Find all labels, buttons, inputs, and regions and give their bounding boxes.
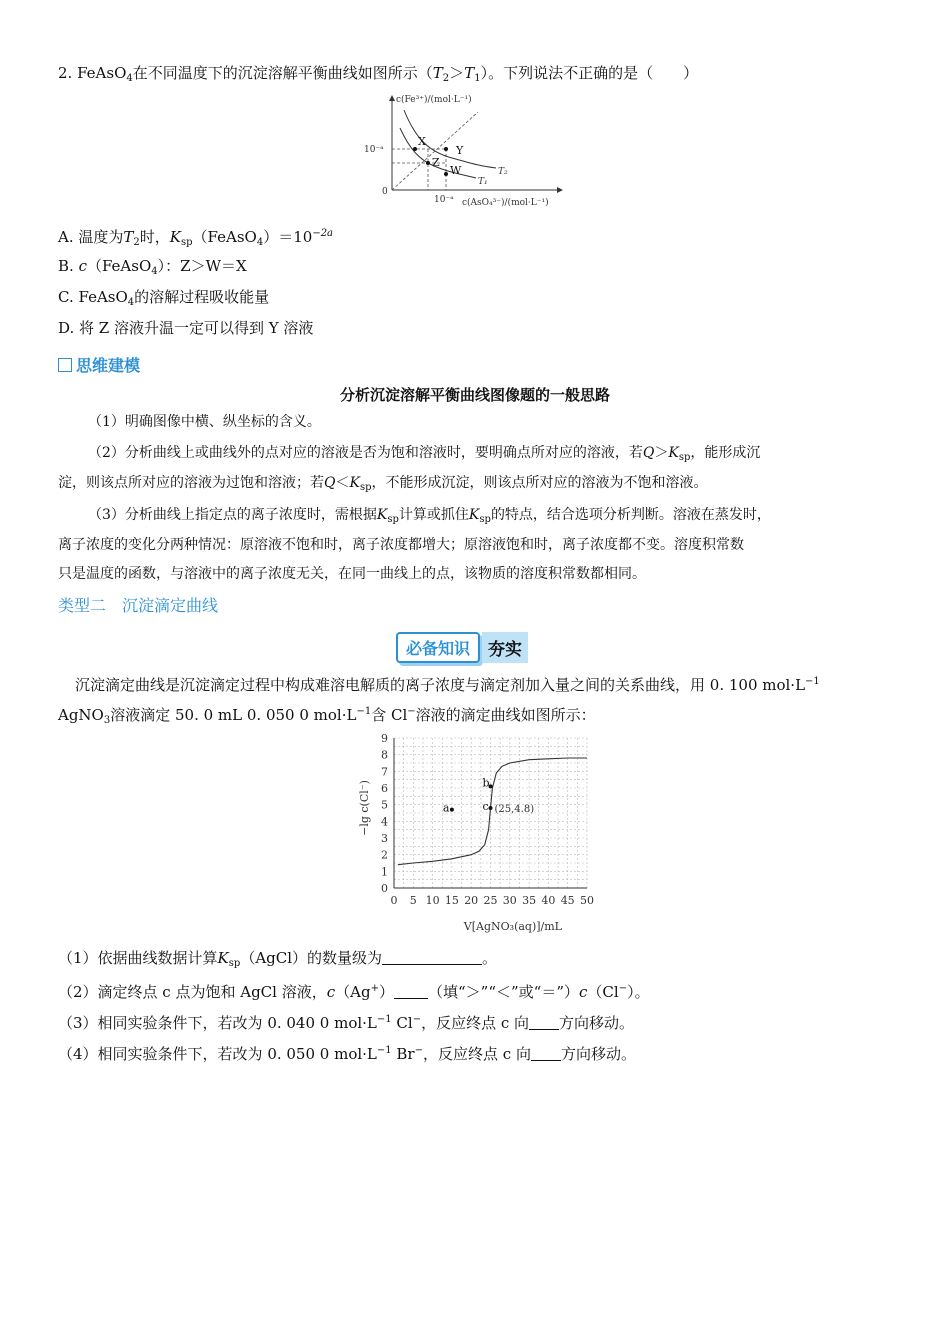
x-tick-label: 50	[580, 894, 594, 907]
y-axis-label: c(Fe³⁺)/(mol·L⁻¹)	[396, 95, 472, 105]
modeling-paragraph-3-line-3: 只是温度的函数，与溶液中的离子浓度无关，在同一曲线上的点，该物质的溶度积常数都相同。	[58, 566, 646, 582]
y-tick-label: 3	[381, 832, 388, 845]
option-b: B. c（FeAsO$_4$）：Z＞W＝X	[58, 257, 247, 277]
point-w	[444, 172, 448, 176]
y-tick-label: 7	[381, 765, 388, 779]
point-a-label: a	[442, 801, 450, 815]
answer-blank[interactable]	[529, 1015, 559, 1030]
x-tick-label: 40	[541, 894, 556, 907]
y-tick-label: 9	[381, 732, 388, 745]
point-b-label: b	[482, 776, 490, 790]
y-tick-label: 0	[381, 882, 388, 895]
x-tick-label: 20	[464, 894, 479, 907]
y-tick-label: 6	[381, 782, 388, 795]
x-tick-label: 15	[444, 894, 459, 907]
answer-blank[interactable]	[531, 1046, 561, 1061]
answer-blank[interactable]	[382, 950, 482, 965]
chart-x-axis-label: V[AgNO₃(aq)]/mL	[463, 920, 562, 933]
curve-t1-label: T₁	[478, 177, 488, 187]
point-x-label: X	[418, 135, 426, 148]
option-a: A. 温度为$T_2$时，$K_{sp}(FeAsO_4)=10^{-2a}$	[58, 228, 334, 248]
solubility-curve-figure	[360, 90, 600, 215]
checkbox-icon	[58, 358, 72, 372]
point-z	[426, 161, 430, 165]
x-axis-label: c(AsO₄³⁻)/(mol·L⁻¹)	[462, 198, 549, 208]
chart-annotation: (25,4.8)	[494, 804, 535, 815]
modeling-title: 分析沉淀溶解平衡曲线图像题的一般思路	[339, 386, 610, 404]
point-w-label: W	[450, 164, 462, 177]
y-tick-label: 2	[381, 848, 388, 862]
x-tick-label: 30	[502, 894, 517, 907]
y-tick-label: 1	[381, 865, 388, 879]
chart-y-axis-label: −lg c(Cl⁻)	[358, 780, 371, 836]
type2-heading: 类型二 沉淀滴定曲线	[58, 596, 219, 615]
x-tick-label: 0	[390, 894, 398, 907]
point-y-label: Y	[456, 144, 464, 157]
origin-label: 0	[382, 187, 388, 197]
modeling-paragraph-2-line-2: 淀，则该点所对应的溶液为过饱和溶液；若$Q<K_{sp}$，不能形成沉淀，则该点所对应的溶液为不饱和溶液。	[58, 475, 708, 493]
y-tick-label: 10⁻ᵃ	[364, 145, 384, 155]
titration-intro-line-1: 沉淀滴定曲线是沉淀滴定过程中构成难溶电解质的离子浓度与滴定剂加入量之间的关系曲线，用 0. 100 $mol\cdot L^{-1}$	[75, 676, 820, 694]
y-tick-label: 4	[381, 815, 388, 829]
modeling-paragraph-3-line-2: 离子浓度的变化分两种情况：原溶液不饱和时，离子浓度都增大；原溶液饱和时，离子浓度都不变。溶度积常数	[58, 537, 744, 553]
badge-main: 必备知识	[396, 632, 480, 663]
badge-tail: 夯实	[482, 632, 528, 663]
x-tick-label: 10	[425, 894, 440, 907]
option-d: D. 将 Z 溶液升温一定可以得到 Y 溶液	[58, 319, 314, 337]
x-tick-label: 35	[522, 894, 537, 907]
knowledge-badge	[396, 633, 528, 661]
modeling-heading: 思维建模	[58, 353, 140, 376]
point-c	[489, 806, 493, 810]
option-c: C. FeAsO$_4$的溶解过程吸收能量	[58, 288, 270, 308]
x-tick-label: 25	[483, 894, 498, 907]
x-tick-label: 45	[560, 894, 575, 907]
answer-blank[interactable]	[394, 984, 428, 999]
titration-intro-line-2: AgNO$_3$溶液滴定 50. 0 mL 0. 050 0 $mol\cdot L^{-1}$含 Cl−溶液的滴定曲线如图所示：	[58, 706, 596, 726]
curve-t2-label: T₂	[498, 167, 508, 177]
sub-question-2: （2）滴定终点 c 点为饱和 AgCl 溶液，c（Ag+） （填“＞”“＜”或“＝”）c（Cl−）。	[58, 983, 650, 1001]
modeling-paragraph-1: （1）明确图像中横、纵坐标的含义。	[88, 414, 321, 430]
sub-question-1: （1）依据曲线数据计算$K_{sp}(AgCl)$的数量级为 。	[58, 949, 498, 969]
y-tick-label: 5	[381, 798, 388, 812]
x-tick-label: 5	[409, 894, 417, 907]
point-y	[444, 147, 448, 151]
modeling-paragraph-3-line-1: （3）分析曲线上指定点的离子浓度时，需根据$K_{sp}$计算或抓住$K_{sp}$的特点，结合选项分析判断。溶液在蒸发时，	[88, 507, 771, 525]
point-x	[413, 147, 417, 151]
titration-chart	[352, 728, 602, 940]
x-tick-label: 10⁻ᵃ	[434, 195, 454, 205]
point-c-label: c	[482, 800, 489, 813]
point-a	[450, 808, 454, 812]
titration-curve	[398, 758, 587, 865]
modeling-paragraph-2-line-1: （2）分析曲线上或曲线外的点对应的溶液是否为饱和溶液时，要明确点所对应的溶液，若$Q>K_{sp}$，能形成沉	[88, 445, 761, 463]
y-tick-label: 8	[381, 748, 388, 762]
point-z-label: Z	[432, 156, 440, 169]
sub-question-3: （3）相同实验条件下，若改为 0. 040 0 $mol\cdot L^{-1}$ Cl−，反应终点 c 向 方向移动。	[58, 1014, 635, 1032]
question-2-stem: 2. FeAsO$_4$在不同温度下的沉淀溶解平衡曲线如图所示$(T_2>T_1)$。下列说法不正确的是（ ）	[58, 64, 699, 84]
sub-question-4: （4）相同实验条件下，若改为 0. 050 0 $mol\cdot L^{-1}$ Br−，反应终点 c 向 方向移动。	[58, 1045, 636, 1063]
